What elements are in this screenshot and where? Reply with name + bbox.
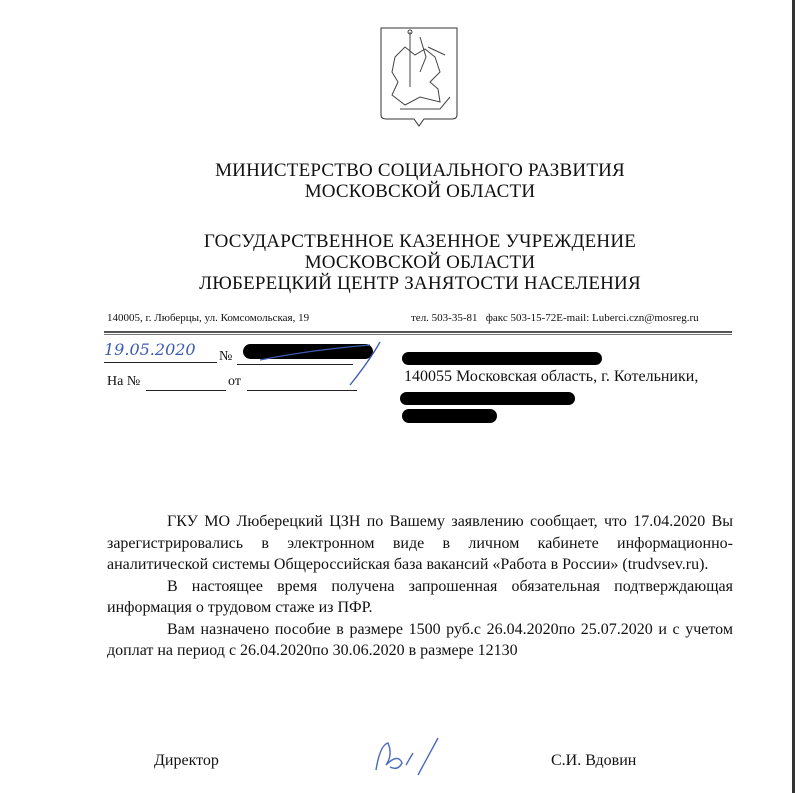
redaction — [402, 352, 602, 365]
from-line — [247, 390, 357, 391]
ministry-title — [0, 160, 795, 202]
institution-line: МОСКОВСКОЙ ОБЛАСТИ — [304, 252, 536, 273]
handwritten-signature — [368, 735, 448, 780]
ministry-line: МОСКОВСКОЙ ОБЛАСТИ — [304, 181, 536, 202]
moscow-coat-of-arms-icon — [380, 27, 458, 127]
ref-label: На № — [107, 374, 141, 389]
redaction — [400, 392, 575, 405]
date-line — [104, 362, 217, 363]
body-paragraph: В настоящее время получена запрошенная обязательная подтверждающая информация о трудовом стаже из ПФР. — [107, 577, 733, 616]
redaction — [402, 409, 497, 423]
institution-line: ЛЮБЕРЕЦКИЙ ЦЕНТР ЗАНЯТОСТИ НАСЕЛЕНИЯ — [199, 273, 641, 294]
recipient-address: 140055 Московская область, г. Котельники, — [404, 368, 699, 385]
institution-title — [0, 231, 795, 294]
institution-line: ГОСУДАРСТВЕННОЕ КАЗЕННОЕ УЧРЕЖДЕНИЕ — [203, 231, 637, 252]
from-label: от — [228, 374, 241, 389]
body-paragraph: Вам назначено пособие в размере 1500 руб.с 26.04.2020по 25.07.2020 и с учетом доплат на период с 26.04.2020по 30.06.2020 в размере 12130 — [107, 620, 733, 659]
signatory-name: С.И. Вдовин — [551, 752, 637, 769]
number-label: № — [219, 349, 233, 364]
ministry-line: МИНИСТЕРСТВО СОЦИАЛЬНОГО РАЗВИТИЯ — [215, 160, 625, 181]
institution-address: 140005, г. Люберцы, ул. Комсомольская, 19 — [107, 312, 310, 324]
institution-contacts: тел. 503-35-81 факс 503-15-72E-mail: Luberci.czn@mosreg.ru — [411, 312, 699, 324]
handwritten-date: 19.05.2020 — [104, 340, 196, 359]
letter-body — [107, 511, 733, 662]
header-rule — [104, 331, 732, 335]
ref-line — [146, 390, 226, 391]
signatory-title: Директор — [154, 752, 219, 769]
body-paragraph: ГКУ МО Люберецкий ЦЗН по Вашему заявлению сообщает, что 17.04.2020 Вы зарегистрировались в электронном виде в личном кабинете информационно-аналитической системы Общероссийская база вакансий «Работа в России» (trudvsev.ru). — [107, 513, 733, 573]
handwritten-number-scribble — [230, 340, 400, 390]
